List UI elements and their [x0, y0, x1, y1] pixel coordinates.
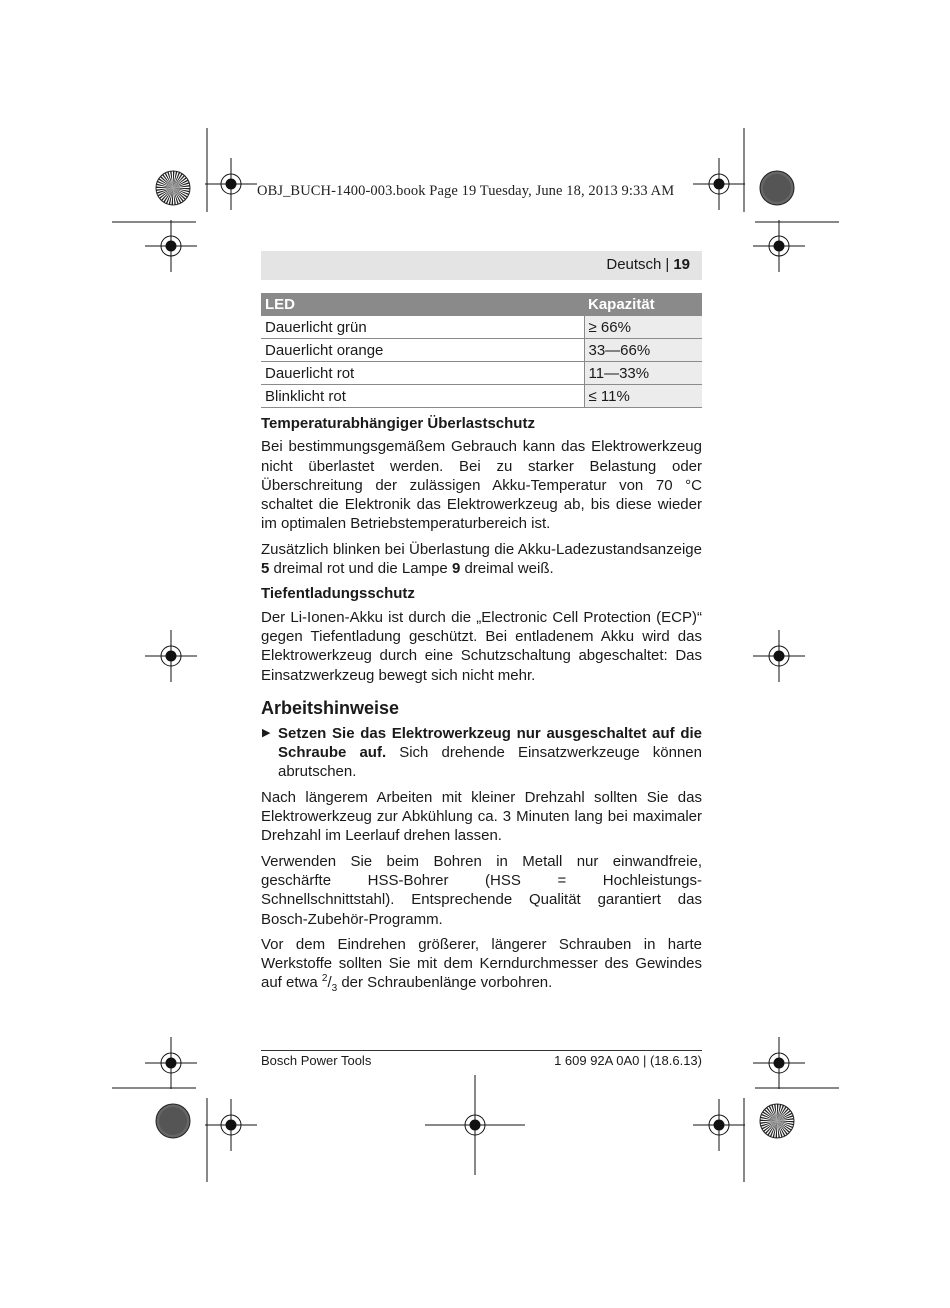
- registration-star-icon: [760, 171, 794, 205]
- text-run: dreimal rot und die Lampe: [269, 560, 452, 578]
- table-row: [261, 339, 702, 362]
- registration-target-icon: [145, 1037, 197, 1089]
- led-cell: Dauerlicht grün: [261, 316, 584, 339]
- capacity-cell: 11—33%: [584, 362, 702, 385]
- table-row: [261, 362, 702, 385]
- page-header: [261, 251, 702, 280]
- overload-protection-heading: Temperaturabhängiger Überlastschutz: [261, 415, 535, 432]
- deep-discharge-heading: Tiefentladungsschutz: [261, 585, 415, 603]
- registration-target-icon: [425, 1075, 525, 1175]
- registration-target-icon: [205, 158, 257, 210]
- header-separator: |: [665, 256, 670, 273]
- hss-paragraph: Verwenden Sie beim Bohren in Metall nur einwandfreie, geschärfte HSS-Bohrer (HSS = Hochleistungs-Schnellschnittstahl). Entsprechende Qualität garantiert das Bosch-Zubehör-Programm.: [261, 852, 702, 928]
- registration-target-icon: [753, 220, 805, 272]
- registration-target-icon: [145, 630, 197, 682]
- registration-target-icon: [145, 220, 197, 272]
- led-cell: Blinklicht rot: [261, 385, 584, 408]
- fraction-slash: /: [327, 974, 332, 992]
- reference-number: 9: [451, 560, 461, 578]
- footer-rule: [261, 1050, 702, 1051]
- capacity-cell: 33—66%: [584, 339, 702, 362]
- footer-brand: Bosch Power Tools: [261, 1053, 372, 1068]
- bullet-text: Sich drehende Einsatzwerkzeuge können abrutschen.: [278, 744, 702, 781]
- column-header-capacity: Kapazität: [584, 293, 702, 316]
- predrill-paragraph: [261, 935, 702, 993]
- text-run: dreimal weiß.: [460, 560, 554, 578]
- page-number: 19: [673, 256, 690, 273]
- text-run: der Schraubenlänge vorbohren.: [337, 974, 553, 992]
- table-row: [261, 385, 702, 408]
- overload-paragraph: Bei bestimmungsgemäßem Gebrauch kann das Elektrowerkzeug nicht überlastet werden. Bei zu starker Belastung oder Überschreitung der zulässigen Akku-Temperatur von 70 °C schaltet die Elektronik das Elektrowerkzeug ab, bis diese wieder im optimalen Betriebstemperaturbereich ist.: [261, 438, 702, 533]
- registration-star-icon: [760, 1104, 794, 1138]
- section-label: Deutsch: [606, 256, 662, 273]
- registration-target-icon: [205, 1099, 257, 1151]
- table-row: [261, 316, 702, 339]
- table-header-row: [261, 293, 702, 316]
- registration-target-icon: [753, 630, 805, 682]
- capacity-cell: ≥ 66%: [584, 316, 702, 339]
- capacity-cell: ≤ 11%: [584, 385, 702, 408]
- footer-document-number: 1 609 92A 0A0 | (18.6.13): [554, 1053, 702, 1068]
- column-header-led: LED: [261, 293, 584, 316]
- led-cell: Dauerlicht orange: [261, 339, 584, 362]
- overload-indicator-paragraph: [261, 540, 702, 579]
- registration-star-icon: [156, 1104, 190, 1138]
- registration-target-icon: [693, 1099, 745, 1151]
- warning-bullet: [261, 724, 702, 782]
- registration-target-icon: [693, 158, 745, 210]
- deep-discharge-paragraph: Der Li-Ionen-Akku ist durch die „Electronic Cell Protection (ECP)“ gegen Tiefentladung geschützt. Bei entladenem Akku wird das Elektrowerkzeug durch eine Schutzschaltung abgeschaltet: Das Einsatzwerkzeug bewegt sich nicht mehr.: [261, 608, 702, 684]
- main-content: [261, 414, 702, 999]
- led-capacity-table: [261, 293, 702, 408]
- bullet-bold-text: Setzen Sie das Elektrowerkzeug nur ausgeschaltet auf die Schraube auf.: [278, 724, 702, 762]
- text-run: Zusätzlich blinken bei Überlastung die Akku-Ladezustandsanzeige: [261, 540, 702, 558]
- fraction-numerator: 2: [321, 973, 328, 985]
- led-cell: Dauerlicht rot: [261, 362, 584, 385]
- working-advice-heading: Arbeitshinweise: [261, 697, 400, 718]
- cooling-paragraph: Nach längerem Arbeiten mit kleiner Drehzahl sollten Sie das Elektrowerkzeug zur Abkühlung ca. 3 Minuten lang bei maximaler Drehzahl im Leerlauf drehen lassen.: [261, 788, 702, 845]
- fraction-denominator: 3: [331, 983, 338, 995]
- reference-number: 5: [261, 560, 270, 578]
- registration-star-icon: [156, 171, 190, 205]
- triangle-bullet-icon: ▶: [262, 726, 271, 739]
- document-slug-line: OBJ_BUCH-1400-003.book Page 19 Tuesday, June 18, 2013 9:33 AM: [257, 183, 675, 199]
- registration-target-icon: [753, 1037, 805, 1089]
- text-run: Vor dem Eindrehen größerer, längerer Schrauben in harte Werkstoffe sollten Sie mit dem Kerndurchmesser des Gewindes auf etwa: [261, 935, 702, 992]
